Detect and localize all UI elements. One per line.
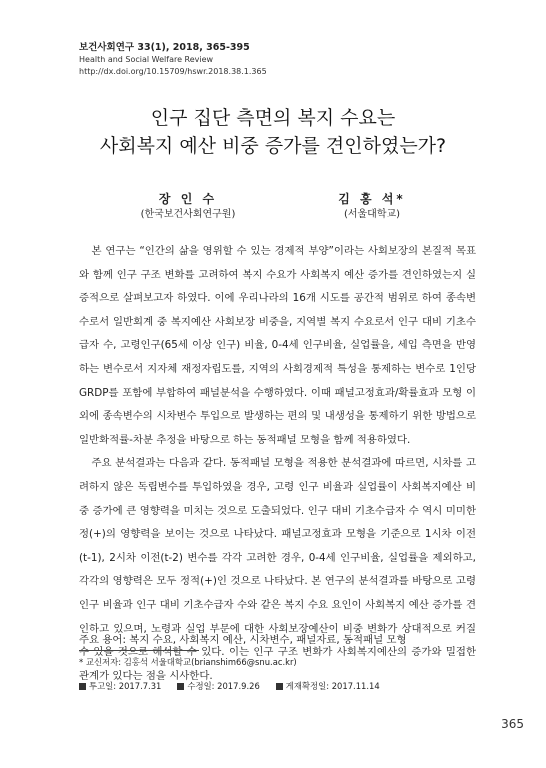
- square-bullet-icon: [79, 683, 86, 690]
- date-item: [177, 680, 259, 692]
- footnote-divider: [79, 650, 199, 651]
- date-item: [276, 680, 380, 692]
- author-block: [272, 191, 472, 223]
- square-bullet-icon: [177, 683, 184, 690]
- square-bullet-icon: [276, 683, 283, 690]
- submission-dates: [79, 680, 380, 692]
- author-affiliation: (서울대학교): [343, 209, 401, 220]
- date-label: 수정일: 2017.9.26: [187, 681, 260, 691]
- date-item: [79, 680, 161, 692]
- author-name: 장 인 수: [158, 192, 218, 206]
- abstract-paragraph: 주요 분석결과는 다음과 같다. 동적패널 모형을 적용한 분석결과에 따르면, 시차를 고려하지 않은 독립변수를 투입하였을 경우, 고령 인구 비율과 실업률이 사회복지예산 비중 증가에 큰 영향력을 미치는 것으로 도출되었다. 인구 대비 기초수급자 수 역시 미미한 정(+)의 영향력을 보이는 것으로 나타났다. 패널고정효과 모형을 기준으로 1시차 이전(t-1), 2시차 이전(t-2) 변수를 각각 고려한 경우, 0-4세 인구비율, 실업률을 제외하고, 각각의 영향력은 모두 정적(+)인 것으로 나타났다. 본 연구의 분석결과를 바탕으로 고령 인구 비율과 인구 대비 기초수급자 수와 같은 복지 수요 요인이 사회복지 예산 증가를 견인하고 있으며, 노령과 실업 부문에 대한 사회보장예산이 비중 변화가 상대적으로 커질 수 있을 것으로 해석할 수 있다. 이는 인구 구조 변화가 사회복지예산의 증가와 밀접한 관계가 있다는 점을 시사한다.: [79, 457, 476, 682]
- author-name: 김 홍 석*: [338, 192, 406, 206]
- journal-english-name: Health and Social Welfare Review: [79, 55, 214, 64]
- date-label: 투고일: 2017.7.31: [89, 681, 162, 691]
- author-affiliation: (한국보건사회연구원): [140, 209, 236, 220]
- journal-header: [79, 42, 267, 78]
- keywords: 주요 용어: 복지 수요, 사회복지 예산, 시차변수, 패널자료, 동적패널 모형: [79, 634, 407, 646]
- page-number: 365: [501, 717, 524, 731]
- title-line-1: 인구 집단 측면의 복지 수요는: [150, 107, 396, 129]
- journal-name: 보건사회연구 33(1), 2018, 365-395: [79, 42, 250, 53]
- abstract-paragraph: 본 연구는 “인간의 삶을 영위할 수 있는 경제적 부양”이라는 사회보장의 본질적 목표와 함께 인구 구조 변화를 고려하여 복지 수요가 사회복지 예산 증가를 견인하였는지 실증적으로 살펴보고자 하였다. 이에 우리나라의 16개 시도를 공간적 범위로 하여 종속변수로서 일반회계 중 복지예산 사회보장 비중을, 지역별 복지 수요로서 인구 대비 기초수급자 수, 고령인구(65세 이상 인구) 비율, 0-4세 인구비율, 실업률을, 세입 측면을 반영하는 변수로서 지자체 재정자립도를, 지역의 사회경제적 특성을 통제하는 변수로 1인당 GRDP를 포함에 부합하여 패널분석을 수행하였다. 이때 패널고정효과/확률효과 모형 이외에 종속변수의 시차변수 투입으로 발생하는 편의 및 내생성을 통제하기 위한 방법으로 일반화적률-차분 추정을 바탕으로 하는 동적패널 모형을 함께 적용하였다.: [79, 245, 476, 446]
- journal-doi: http://dx.doi.org/10.15709/hswr.2018.38.1.365: [79, 67, 267, 76]
- author-block: [88, 191, 288, 223]
- paper-title: [0, 104, 546, 160]
- title-line-2: 사회복지 예산 비중 증가를 견인하였는가?: [99, 135, 447, 157]
- abstract: [79, 240, 476, 688]
- date-label: 게재확정일: 2017.11.14: [285, 681, 380, 691]
- corresponding-author-note: * 교신저자: 김홍석 서울대학교(brianshim66@snu.ac.kr): [79, 657, 297, 667]
